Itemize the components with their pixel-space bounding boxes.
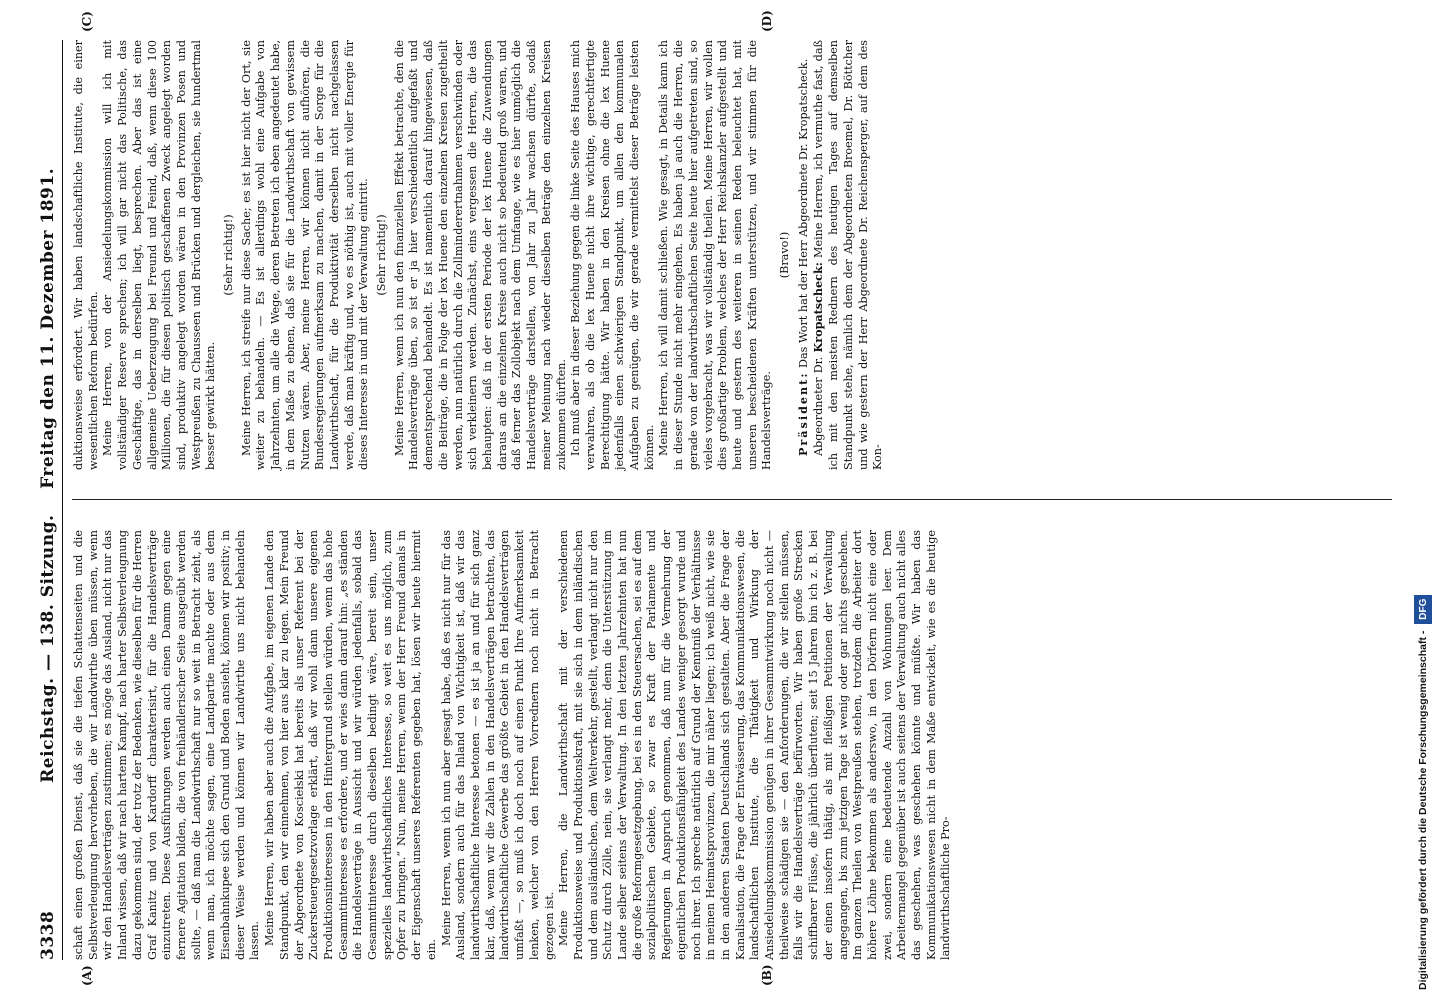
interjection: (Sehr richtig!) [375, 214, 389, 296]
speaker-name: Kropatscheck: [811, 262, 826, 353]
president-label: Präsident: [795, 371, 810, 456]
header-rule [62, 40, 63, 960]
margin-marker-b: (B) [760, 964, 774, 986]
running-header [30, 40, 58, 960]
page-number: 3338 [38, 910, 58, 960]
margin-marker-d: (D) [760, 10, 774, 32]
interjection: (Bravo!) [778, 231, 792, 279]
paragraph: Ich muß aber in dieser Beziehung gegen die linke Seite des Hauses mich verwahren, als ob die lex Huene nicht ihre wichtige, gerechtfertigte Berechtigung hätte. Wir haben in den Kreisen ohne die lex Huene jedenfalls einen schwierigen Standpunkt, um allen den kommunalen Aufgaben zu genügen, die wir gerade vermittelst dieser Beträge leisten können. [569, 40, 656, 470]
session-title: Reichstag. — 138. Sitzung. Freitag den 11. Dezember 1891. [38, 167, 58, 783]
paragraph: schaft einen großen Dienst, daß sie die tiefen Schattenseiten und die Selbstverleugnung hervorheben, die wir Landwirthe üben müssen, wenn wir den Handelsverträgen zustimmen; es möge das Ausland, nicht nur das Inland wissen, daß wir nach hartem Kampf, nach harter Selbstverleugnung dazu gekommen sind, der trotz der Bedenken, wie dieselben für die Herren Graf Kanitz und von Kardorff charakterisirt, für die Handelsverträge einzutreten. Diese Ausführungen werden auch einen Damm gegen eine fernere Agitation bilden, die von freihändlerischer Seite ausgeübt werden sollte, — daß man die Landwirthschaft nur so weit in Betracht zieht, als wenn man, ich möchte sagen, eine Landpartie machte oder aus dem Eisenbahnkupee sich den Grund und Boden ansieht, können wir positiv; in dieser Weise werden und können wir Landwirthe uns nicht behandeln lassen. [72, 530, 262, 960]
margin-marker-c: (C) [80, 11, 94, 32]
dfg-logo: DFG [1414, 595, 1432, 624]
paragraph: Meine Herren, ich will damit schließen. Wie gesagt, in Details kann ich in dieser Stunde nicht mehr eingehen. Es haben ja auch die Herren, die gerade von der landwirthschaftlichen Seite heute hier aufgetreten sind, so vieles vorgebracht, was wir vollständig theilen. Meine Herren, wir wollen dies großartige Problem, welches der Herr Reichskanzler aufgestellt und heute und gestern des weiteren in seinen Reden beleuchtet hat, mit unseren bescheidenen Kräften unterstützen, und wir stimmen für die Handelsverträge. [657, 40, 774, 470]
speaker-intro: Abgeordneter Dr. [812, 356, 826, 456]
paragraph: Meine Herren, von der Ansiedelungskommission will ich mit vollständiger Reserve sprechen; ich will gar nicht das Politische, das Geschäftige, das in derselben liegt, besprechen. Aber das ist eine allgemeine Ueberzeugung bei Freund und Feind, daß, wenn diese 100 Millionen, die für diesen politisch geschaffenen Zweck angelegt worden sind, produktiv angelegt worden wären in den Provinzen Posen und Westpreußen zu Chausseen und Brücken und dergleichen, sie hundertmal besser gewirkt hätten. [101, 40, 218, 470]
president-statement: Präsident: Das Wort hat der Herr Abgeordnete Dr. Kropatscheck. [795, 58, 810, 456]
paragraph: Meine Herren, wenn ich nun aber gesagt habe, daß es nicht nur für das Ausland, sondern auch für das Inland von Wichtigkeit ist, daß wir das landwirthschaftliche Interesse betonen — es ist ja an und für sich ganz klar, daß, wenn wir die Zahlen in den Handelsverträgen betrachten, das landwirthschaftliche Gewerbe das größte Gebiet in den Handelsverträgen umfaßt —, so muß ich doch noch auf einen Punkt Ihre Aufmerksamkeit lenken, welcher von den Herren Vorrednern noch nicht in Betracht gezogen ist. [439, 530, 556, 960]
left-column [72, 530, 954, 960]
paragraph: Meine Herren, die Landwirthschaft mit der verschiedenen Produktionsweise und Produktionskraft, mit sie sich in dem inländischen und dem ausländischen, dem Weltverkehr, gestellt, verlangt nicht nur den Schutz durch Zölle, nein, sie verlangt mehr, denn die Unterstützung im Lande selber seitens der Verwaltung. In den letzten Jahrzehnten hat nun die große Reformgesetzgebung, bei es in den Steuersachen, sei es auf dem sozialpolitischen Gebiete, so zwar es Kraft der Parlamente und Regierungen in Anspruch genommen, daß nun für die Vermehrung der eigentlichen Produktionsfähigkeit des Landes weniger gesorgt wurde und noch ihrer. Ich spreche natürlich auf Grund der Kenntniß der Verhältnisse in meinen Heimatsprovinzen, die mir näher liegen; ich weiß nicht, wie sie in den anderen Staaten Deutschlands sich gestalten. Aber die Frage der Kanalisation, die Frage der Entwässerung, das Kommunikationswesen, die landschaftlichen Institute, die Thätigkeit und Wirkung der Ansiedelungskommission genügen in ihrer Gesammtwirkung noch nicht — theilweise schädigen sie — den Anforderungen, die wir stellen müssen, falls wir die Handelsverträge befürworten. Wir haben große Strecken schiffbarer Flüsse, die jährlich überfluten; seit 15 Jahren bin ich z. B. bei der einen insofern thätig, als mit fleißigen Petitionen der Verwaltung angegangen, bis zum jetzigen Tage ist wenig oder gar nichts geschehen. Im ganzen Theilen von Westpreußen stehen, trotzdem die Arbeiter dort höhere Löhne bekommen als anderswo, in den Dörfern nicht eine oder zwei, sondern eine bedeutende Anzahl von Wohnungen leer. Dem Arbeitermangel gegenüber ist auch seitens der Verwaltung auch nicht alles das geschehen, was geschehen könnte und müßte. Wir haben das Kommunikationswesen nicht in dem Maße entwickelt, wie es die heutige landwirthschaftliche Pro- [557, 530, 953, 960]
paragraph: duktionsweise erfordert. Wir haben landschaftliche Institute, die einer wesentlichen Reform bedürfen. [72, 40, 100, 470]
paragraph: Meine Herren, ich streife nur diese Sache; es ist hier nicht der Ort, sie weiter zu behandeln. — Es ist allerdings wohl eine Aufgabe von Jahrzehnten, um alle die Wege, deren Betreten ich eben angedeutet habe, in dem Maße zu ebnen, daß sie für die Landwirthschaft von gewissem Nutzen wären. Aber, meine Herren, wir können nicht aufhören, die Bundesregierungen aufmerksam zu machen, damit in der Sorge für die Landwirthschaft, für die Produktivität derselben nicht nachgelassen werde, daß man kräftig und, wo es nöthig ist, auch mit voller Energie für dieses Interesse in und mit der Verwaltung eintritt. [239, 40, 371, 470]
session-date: Freitag den 11. Dezember 1891. [38, 167, 58, 489]
paragraph: Meine Herren, wir haben aber auch die Aufgabe, im eigenen Lande den Standpunkt, den wir einnehmen, von hier aus klar zu legen. Mein Freund der Abgeordnete von Kosciełski hat bereits als unser Referent bei der Zuckersteuergesetzvorlage erklärt, daß wir wohl dann unsere eigenen Produktionsinteressen in den Hintergrund stellen würden, wenn das hohe Gesammtinteresse es erfordere, und er wies dann darauf hin: „es ständen die Handelsverträge in Aussicht und wir würden jedenfalls, sobald das Gesammtinteresse durch dieselben bedingt wäre, bereit sein, unser spezielles landwirthschaftliches Interesse, so weit es uns möglich, zum Opfer zu bringen.“ Nun, meine Herren, wenn der Herr Freund damals in der Eigenschaft unseres Referenten gegeben hat, lösen wir heute hiermit ein. [263, 530, 438, 960]
digitization-credit [1413, 0, 1432, 1000]
interjection: (Sehr richtig!) [222, 214, 236, 296]
paragraph: Meine Herren, wenn ich nun den finanziellen Effekt betrachte, den die Handelsverträge üben, so ist er ja hier verschiedentlich aufgefaßt und dementsprechend behandelt. Es ist namentlich darauf hingewiesen, daß die Beiträge, die in Folge der lex Huene den einzelnen Kreisen zugetheilt werden, nun natürlich durch die Zollminderertnahmen verschwinden oder sich verkleinern werden. Zunächst, eins vergessen die Herren, die das behaupten: daß in der ersten Periode der lex Huene die Zuwendungen daraus an die einzelnen Kreise auch nicht so bedeutend groß waren, und daß ferner das Zollobjekt nach dem Umfange, wie es hier unmöglich die Handelsverträge darstellen, von Jahr zu Jahr wachsen dürfte, sodaß meiner Meinung nach wieder dieselben Beträge den einzelnen Kreisen zukommen dürften. [392, 40, 568, 470]
column-divider [72, 499, 1392, 500]
digitization-text: Digitalisierung gefördert durch die Deutsche Forschungsgemeinschaft - [1417, 630, 1429, 990]
right-column [72, 40, 886, 470]
margin-marker-a: (A) [80, 965, 94, 986]
speaker-statement: Abgeordneter Dr. Kropatscheck: Meine Herren, ich vermuthe fast, daß ich mit den meisten Rednern des heutigen Tages auf demselben Standpunkt stehe, nämlich dem der Abgeordneten Broemel, Dr. Böttcher und wie gestern der Herr Abgeordnete Dr. Reichensperger, auf dem des Kon- [811, 40, 885, 470]
